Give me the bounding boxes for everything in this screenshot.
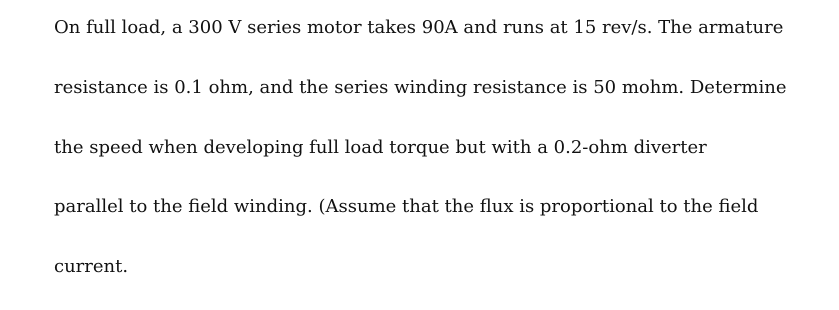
problem-text-line-2: resistance is 0.1 ohm, and the series winding resistance is 50 mohm. Determine: [54, 77, 787, 98]
problem-text-line-5: current.: [54, 256, 129, 277]
problem-text-line-4: parallel to the field winding. (Assume that the flux is proportional to the field: [54, 196, 759, 217]
problem-text-line-3: the speed when developing full load torque but with a 0.2-ohm diverter: [54, 137, 707, 158]
problem-text-line-1: On full load, a 300 V series motor takes 90A and runs at 15 rev/s. The armature: [54, 17, 784, 38]
